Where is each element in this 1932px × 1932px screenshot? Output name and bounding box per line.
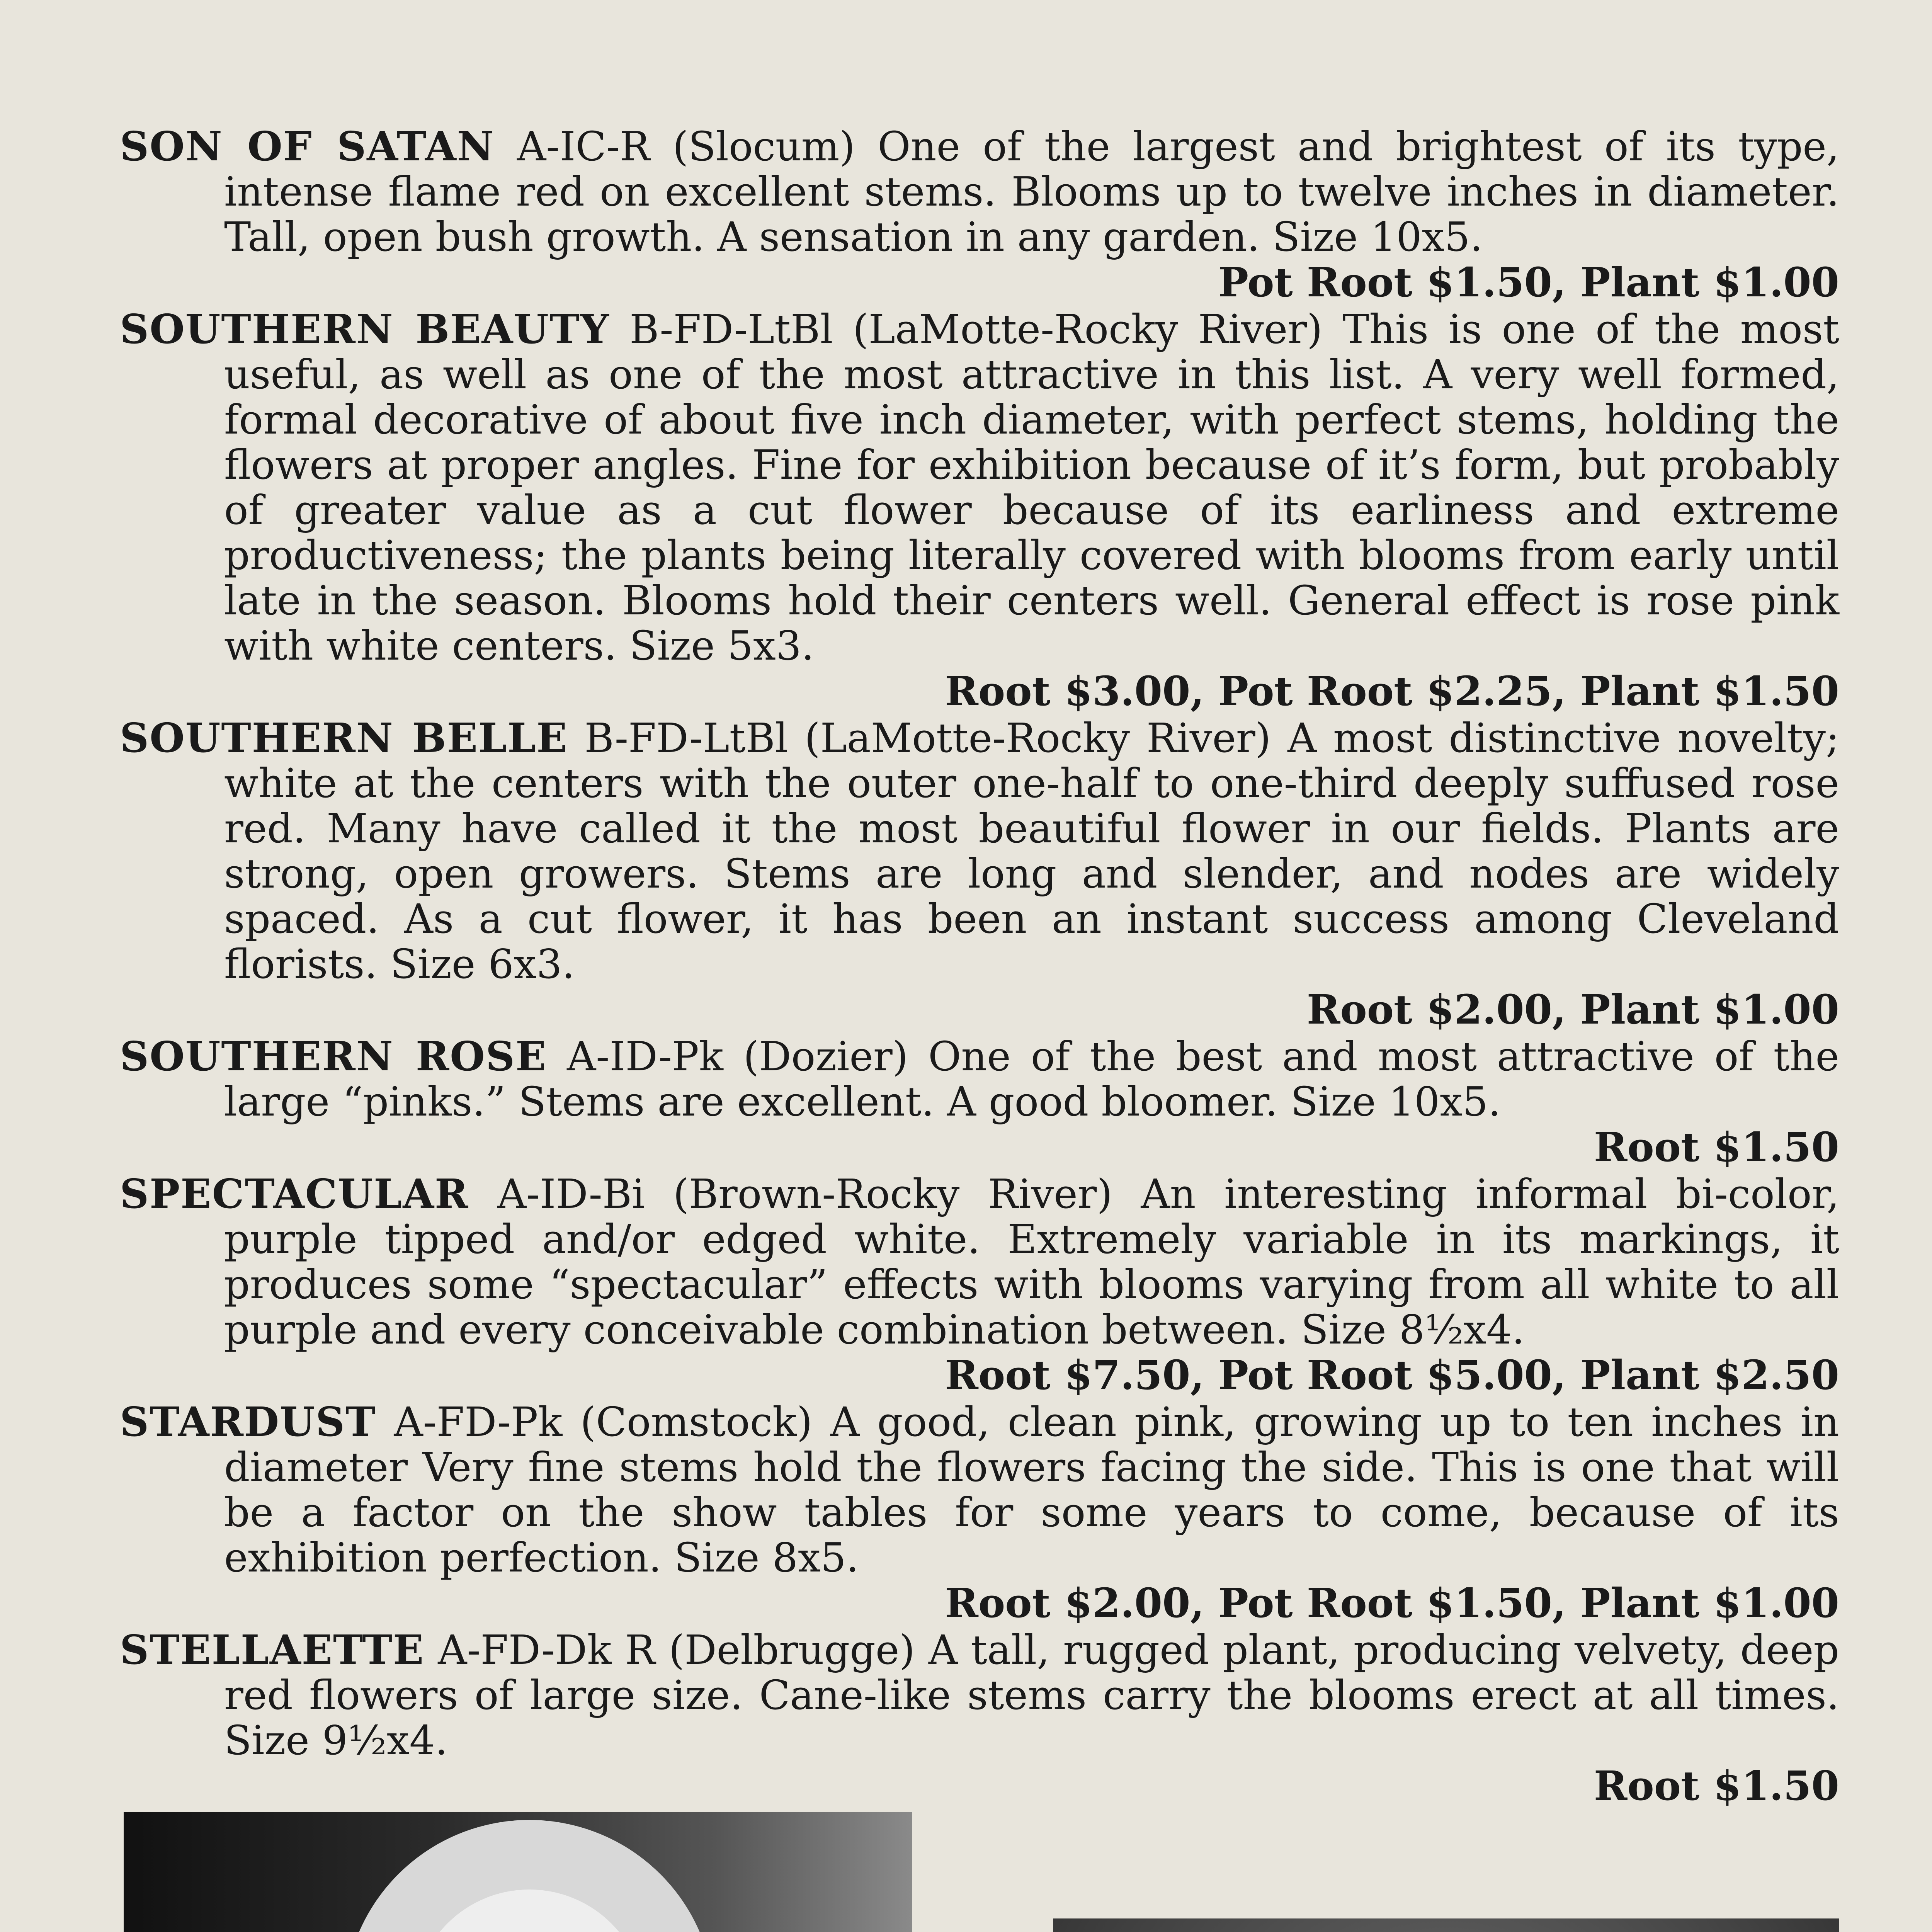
entry-list — [120, 124, 1839, 1810]
entry-price: Root $1.50 — [1594, 1762, 1839, 1810]
entry-name: SOUTHERN ROSE — [120, 1032, 547, 1080]
entry-name: SOUTHERN BELLE — [120, 714, 568, 762]
dahlia-illustration — [124, 1812, 912, 1932]
entry-southern-rose — [120, 1034, 1839, 1170]
entry-spectacular — [120, 1171, 1839, 1398]
entry-southern-belle — [120, 715, 1839, 1032]
entry-description: A-FD-Dk R (Delbrugge) A tall, rugged plant, producing velvety, deep red flowers of large size. Cane-like stems carry the blooms erect at all times. Size 9½x4. — [224, 1626, 1840, 1764]
entry-stardust — [120, 1399, 1839, 1626]
entry-price: Root $3.00, Pot Root $2.25, Plant $1.50 — [945, 667, 1839, 715]
entry-description: B-FD-LtBl (LaMotte-Rocky River) This is one of the most useful, as well as one of the most attractive in this list. A very well formed, formal decorative of about five inch diameter, with perfect stems, holding the flowers at proper angles. Fine for exhibition because of it’s form, but probably of greater value as a cut flower because of its earliness and extreme productiveness; the plants being literally covered with blooms from early until late in the season. Blooms hold their centers well. General effect is rose pink with white centers. Size 5x3. — [224, 306, 1839, 669]
entry-price: Root $1.50 — [1594, 1123, 1839, 1171]
entry-son-of-satan — [120, 124, 1839, 305]
entry-price: Root $7.50, Pot Root $5.00, Plant $2.50 — [945, 1351, 1839, 1399]
entry-description: A-IC-R (Slocum) One of the largest and brightest of its type, intense flame red on excellent stems. Blooms up to twelve inches in diameter. Tall, open bush growth. A sensation in any garden. Size 10x5. — [224, 123, 1840, 260]
entry-price: Root $2.00, Pot Root $1.50, Plant $1.00 — [945, 1579, 1839, 1627]
entry-description: A-ID-Bi (Brown-Rocky River) An interesting informal bi-color, purple tipped and/or edged white. Extremely variable in its markings, it produces some “spectacular” effects with blooms varying from all white to all purple and every conceivable combination between. Size 8½x4. — [224, 1170, 1839, 1353]
entry-southern-beauty — [120, 306, 1839, 714]
spectacular-photo — [1053, 1918, 1839, 1932]
entry-name: SON OF SATAN — [120, 122, 495, 170]
southern-beauty-photo — [124, 1812, 912, 1932]
entry-description: B-FD-LtBl (LaMotte-Rocky River) A most distinctive novelty; white at the centers with the outer one-half to one-third deeply suffused rose red. Many have called it the most beautiful flower in our fields. Plants are strong, open growers. Stems are long and slender, and nodes are widely spaced. As a cut flower, it has been an instant success among Cleveland florists. Size 6x3. — [224, 714, 1839, 988]
entry-description: A-ID-Pk (Dozier) One of the best and most attractive of the large “pinks.” Stems are excellent. A good bloomer. Size 10x5. — [224, 1033, 1839, 1125]
entry-price: Pot Root $1.50, Plant $1.00 — [1218, 259, 1839, 306]
entry-name: STARDUST — [120, 1398, 376, 1446]
entry-name: STELLAETTE — [120, 1626, 425, 1673]
entry-description: A-FD-Pk (Comstock) A good, clean pink, growing up to ten inches in diameter Very fine stems hold the flowers facing the side. This is one that will be a factor on the show tables for some years to come, because of its exhibition perfection. Size 8x5. — [224, 1398, 1839, 1581]
entry-name: SPECTACULAR — [120, 1170, 469, 1218]
dahlia-illustration — [1053, 1918, 1839, 1932]
entry-name: SOUTHERN BEAUTY — [120, 305, 610, 353]
entry-price: Root $2.00, Plant $1.00 — [1306, 986, 1839, 1033]
entry-stellaette — [120, 1627, 1839, 1808]
